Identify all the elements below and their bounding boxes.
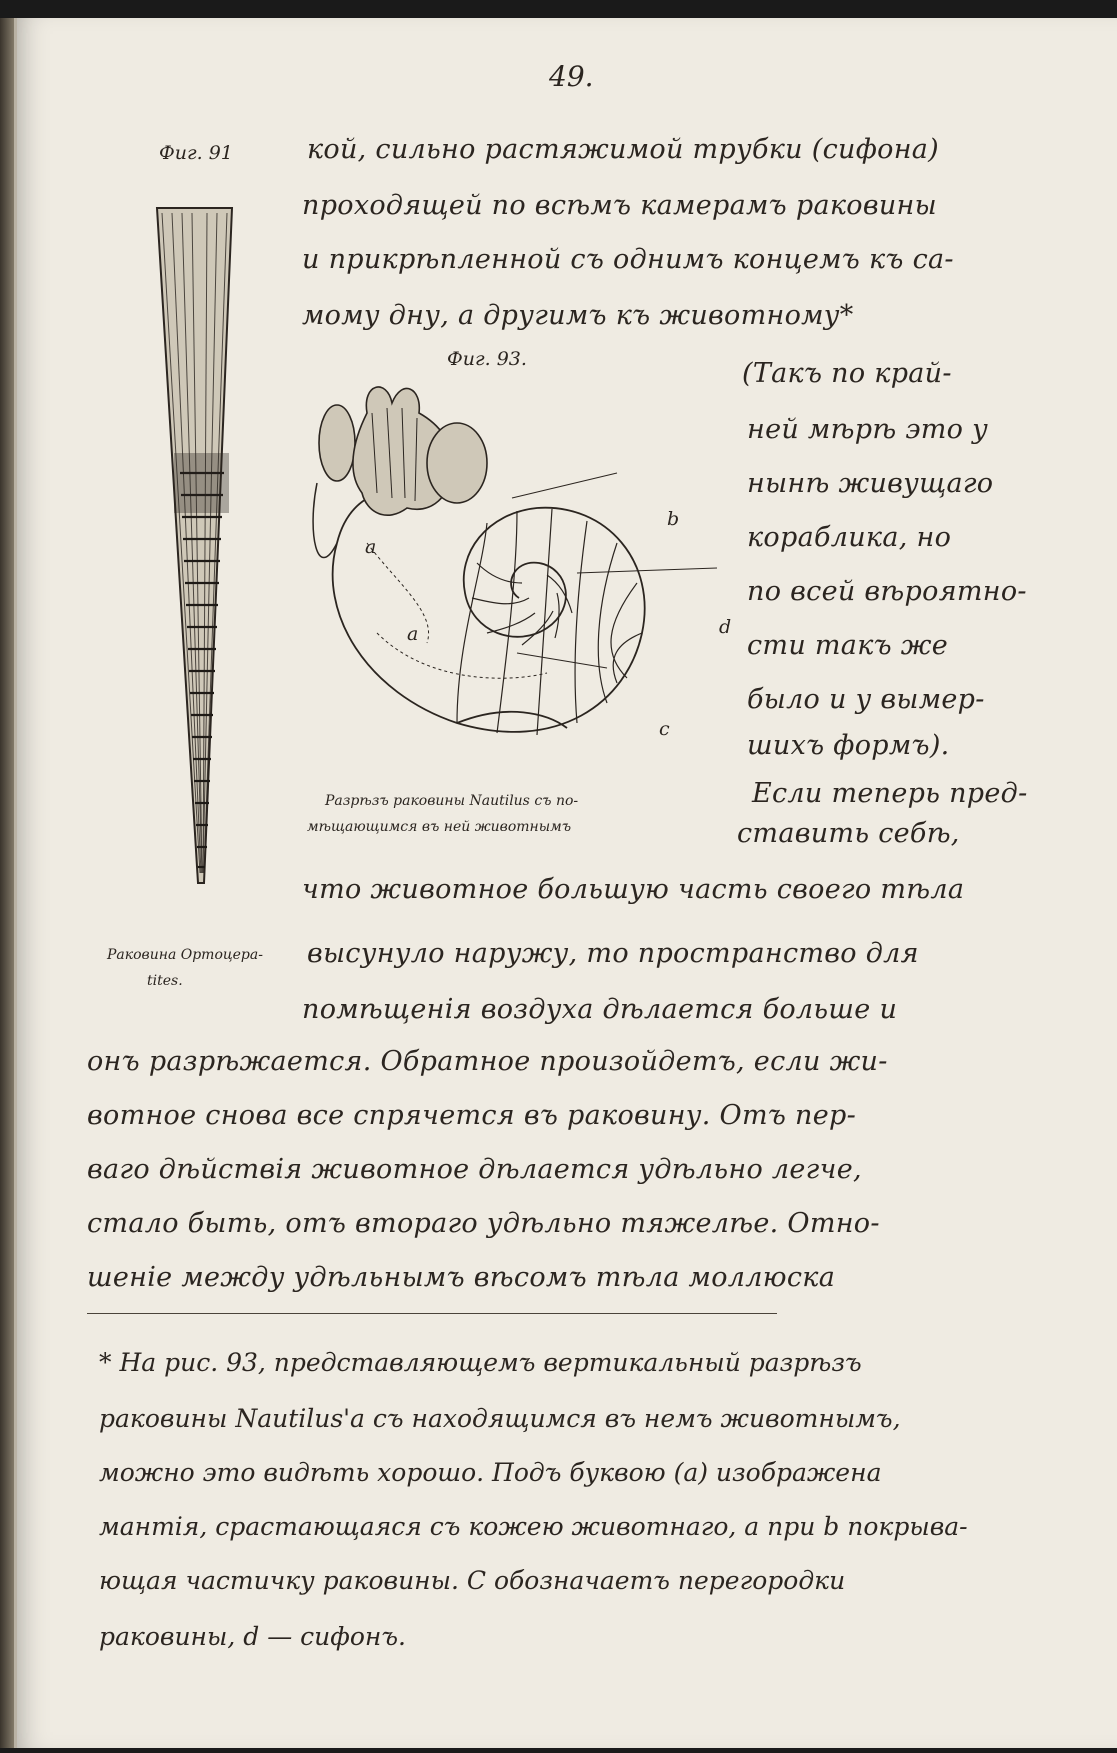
main-text-line: помѣщенія воздуха дѣлается больше и	[302, 994, 898, 1025]
main-text-line: по всей вѣроятно-	[747, 576, 1027, 607]
main-text-line: вотное снова все спрячется въ раковину. Отъ пер-	[87, 1100, 857, 1131]
main-text-line: мому дну, а другимъ къ животному*	[302, 300, 854, 331]
main-text-line: шихъ формъ).	[747, 730, 950, 761]
main-text-line: ставить себѣ,	[737, 818, 960, 849]
figure-91-caption-line: Раковина Ортоцера-	[107, 947, 263, 963]
footnote-line: ющая частичку раковины. С обозначаетъ перегородки	[99, 1566, 846, 1595]
manuscript-page	[14, 18, 1117, 1748]
main-text-line: высунуло наружу, то пространство для	[307, 938, 919, 969]
main-text-line: Если теперь пред-	[752, 778, 1028, 809]
main-text-line: было и у вымер-	[747, 684, 985, 715]
figure-91-caption-line: tites.	[147, 973, 183, 989]
main-text-line: кой, сильно растяжимой трубки (сифона)	[307, 134, 940, 165]
main-text-line: (Такъ по край-	[742, 358, 952, 389]
figure-91-label: Фиг. 91	[159, 142, 233, 164]
main-text-line: и прикрѣпленной съ однимъ концемъ къ са-	[302, 244, 954, 275]
orthoceras-shell-illustration	[152, 203, 242, 893]
main-text-line: что животное большую часть своего тѣла	[302, 874, 965, 905]
main-text-line: ней мѣрѣ это у	[747, 414, 989, 445]
main-text-line: нынѣ живущаго	[747, 468, 994, 499]
figure-letter-a-upper: a	[365, 536, 377, 558]
footnote-line: * На рис. 93, представляющемъ вертикальный разрѣзъ	[99, 1348, 862, 1377]
figure-93-caption-line: Разрѣзъ раковины Nautilus съ по-	[325, 793, 579, 809]
page-number: 49.	[549, 60, 594, 93]
main-text-line: сти такъ же	[747, 630, 949, 661]
nautilus-section-illustration	[307, 383, 747, 763]
main-text-line: ваго дѣйствія животное дѣлается удѣльно легче,	[87, 1154, 862, 1185]
figure-letter-b: b	[667, 508, 680, 530]
main-text-line: кораблика, но	[747, 522, 952, 553]
figure-letter-d: d	[719, 616, 732, 638]
footnote-line: раковины Nautilus'а съ находящимся въ немъ животнымъ,	[99, 1404, 901, 1433]
footnote-line: можно это видѣть хорошо. Подъ буквою (а) изображена	[99, 1458, 882, 1487]
figure-letter-c: c	[659, 718, 670, 740]
main-text-line: стало быть, отъ втораго удѣльно тяжелѣе. Отно-	[87, 1208, 880, 1239]
figure-93-caption-line: мѣщающимся въ ней животнымъ	[307, 819, 572, 835]
main-text-line: онъ разрѣжается. Обратное произойдетъ, если жи-	[87, 1046, 888, 1077]
main-text-line: шеніе между удѣльнымъ вѣсомъ тѣла моллюска	[87, 1262, 836, 1293]
footnote-divider	[87, 1313, 777, 1314]
footnote-line: мантія, срастающаяся съ кожею животнаго, а при b покрыва-	[99, 1512, 968, 1541]
figure-letter-a-lower: a	[407, 623, 419, 645]
figure-93-label: Фиг. 93.	[447, 348, 527, 370]
footnote-line: раковины, d — сифонъ.	[99, 1622, 406, 1651]
main-text-line: проходящей по всѣмъ камерамъ раковины	[302, 190, 937, 221]
